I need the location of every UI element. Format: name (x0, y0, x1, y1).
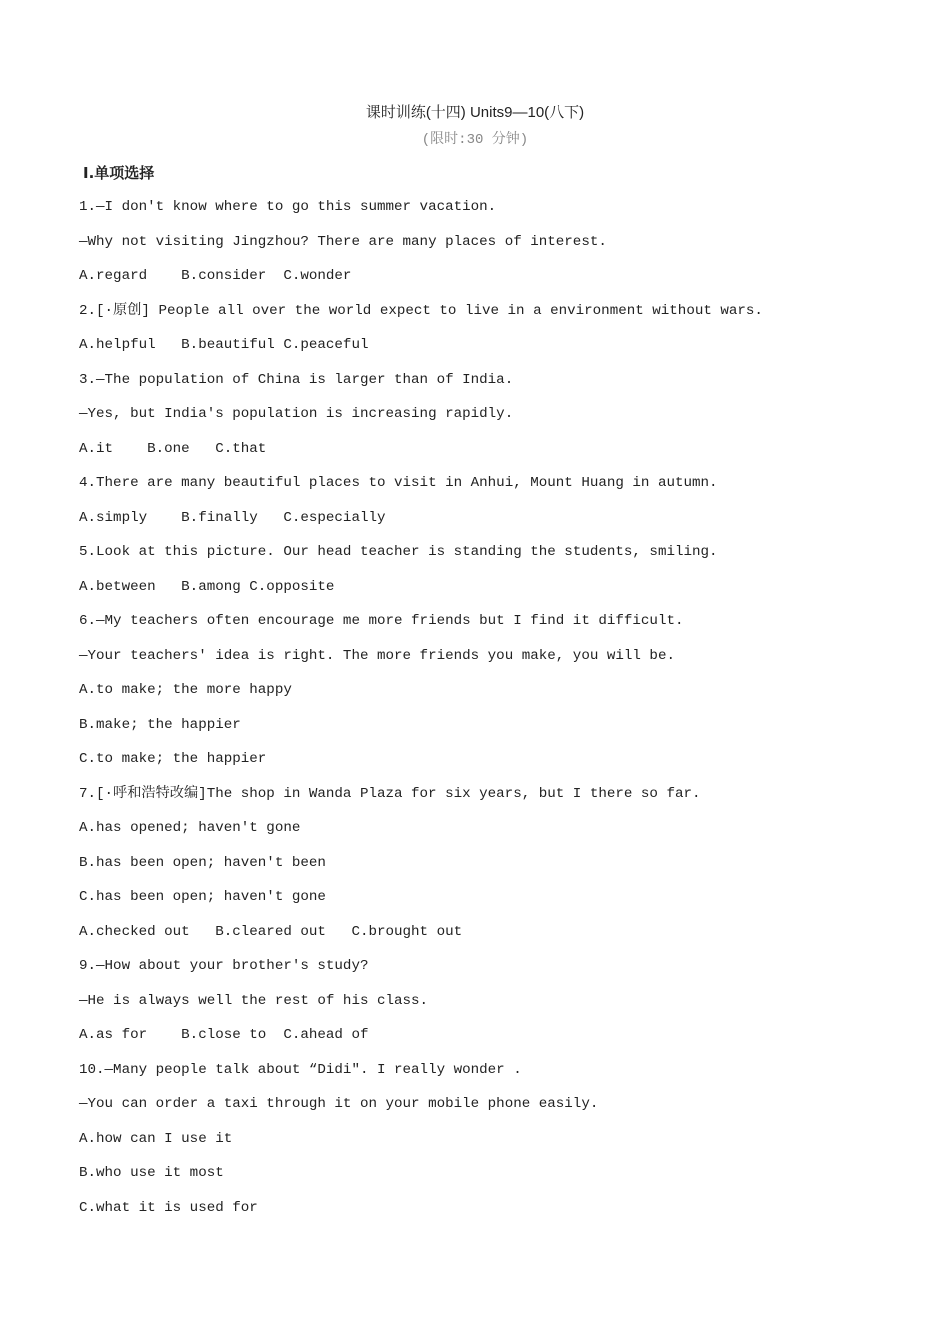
section-heading: Ⅰ.单项选择 (83, 164, 155, 182)
question-2-stem: 2.[·原创] People all over the world expect to live in a environment without wars. (79, 302, 763, 319)
question-1-stem: 1.—I don't know where to go this summer vacation. (79, 199, 497, 215)
document-title: 课时训练(十四) Units9—10(八下) (365, 104, 585, 121)
question-3-stem: 3.—The population of China is larger than of India. (79, 371, 514, 388)
question-1-reply: —Why not visiting Jingzhou? There are many places of interest. (79, 233, 607, 250)
question-6-reply: —Your teachers' idea is right. The more friends you make, you will be. (79, 647, 675, 664)
question-4-options: A.simply B.finally C.especially (79, 509, 386, 526)
question-2-options: A.helpful B.beautiful C.peaceful (79, 337, 369, 353)
question-8-options: A.checked out B.cleared out C.brought out (79, 923, 463, 940)
question-5-options: A.between B.among C.opposite (79, 578, 335, 595)
question-10-stem: 10.—Many people talk about “Didi″. I really wonder . (79, 1061, 522, 1078)
question-6-option-a: A.to make; the more happy (79, 682, 292, 698)
question-7-stem: 7.[·呼和浩特改编]The shop in Wanda Plaza for six years, but I there so far. (79, 785, 701, 802)
time-limit-subtitle: (限时:30 分钟) (421, 132, 529, 148)
question-9-stem: 9.—How about your brother's study? (79, 958, 369, 974)
question-10-reply: —You can order a taxi through it on your mobile phone easily. (79, 1096, 599, 1112)
question-9-options: A.as for B.close to C.ahead of (79, 1027, 369, 1043)
question-3-options: A.it B.one C.that (79, 440, 267, 457)
question-1-options: A.regard B.consider C.wonder (79, 268, 352, 284)
question-9-reply: —He is always well the rest of his class. (79, 992, 429, 1009)
question-7-option-b: B.has been open; haven't been (79, 854, 326, 871)
question-3-reply: —Yes, but India's population is increasing rapidly. (79, 406, 514, 422)
question-7-option-c: C.has been open; haven't gone (79, 889, 326, 905)
question-10-option-c: C.what it is used for (79, 1199, 258, 1216)
question-6-stem: 6.—My teachers often encourage me more friends but I find it difficult. (79, 613, 684, 629)
question-6-option-c: C.to make; the happier (79, 751, 267, 767)
question-10-option-b: B.who use it most (79, 1165, 224, 1181)
question-list (79, 190, 763, 1225)
question-7-option-a: A.has opened; haven't gone (79, 820, 301, 836)
question-5-stem: 5.Look at this picture. Our head teacher is standing the students, smiling. (79, 544, 718, 560)
question-10-option-a: A.how can I use it (79, 1130, 233, 1147)
question-4-stem: 4.There are many beautiful places to visit in Anhui, Mount Huang in autumn. (79, 475, 718, 491)
question-6-option-b: B.make; the happier (79, 716, 241, 733)
